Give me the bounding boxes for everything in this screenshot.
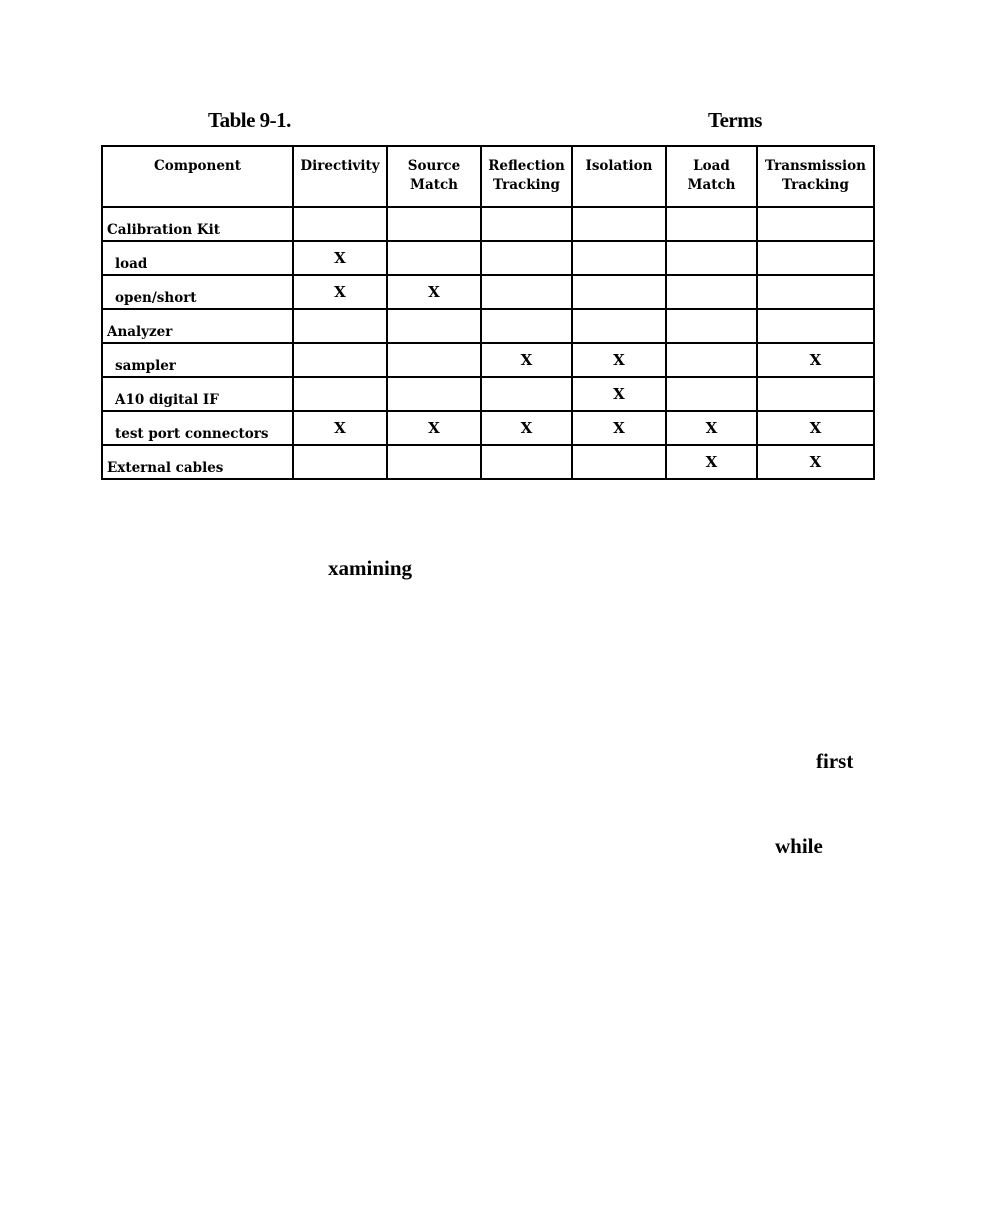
header-isolation: Isolation [572, 146, 666, 207]
cell: X [481, 343, 572, 377]
row-label: A10 digital IF [102, 377, 293, 411]
table-row [102, 309, 874, 343]
row-label: Analyzer [102, 309, 293, 343]
error-terms-table [101, 145, 875, 480]
table-row [102, 377, 874, 411]
cell: X [757, 411, 874, 445]
body-text-fragment: while [775, 834, 823, 858]
cell [481, 309, 572, 343]
cell [572, 445, 666, 479]
cell [387, 241, 481, 275]
cell: X [572, 411, 666, 445]
cell [387, 377, 481, 411]
cell: X [293, 241, 387, 275]
row-label: sampler [102, 343, 293, 377]
body-text-fragment: xamining [328, 556, 413, 580]
body-text-fragment: first [816, 749, 854, 773]
header-reflection-tracking: Reflection Tracking [481, 146, 572, 207]
table-row [102, 207, 874, 241]
header-load-match: Load Match [666, 146, 757, 207]
cell: X [387, 275, 481, 309]
cell [293, 343, 387, 377]
cell [757, 309, 874, 343]
row-label: load [102, 241, 293, 275]
cell [757, 377, 874, 411]
cell [572, 241, 666, 275]
row-label: test port connectors [102, 411, 293, 445]
cell [666, 309, 757, 343]
cell [387, 309, 481, 343]
cell: X [572, 377, 666, 411]
cell [757, 207, 874, 241]
cell [293, 377, 387, 411]
cell [293, 445, 387, 479]
header-transmission-tracking: Transmission Tracking [757, 146, 874, 207]
cell [481, 241, 572, 275]
cell [666, 275, 757, 309]
table-header-row [102, 146, 874, 207]
table-title-terms: Terms [708, 108, 762, 132]
table-title: Table 9-1. [208, 108, 291, 132]
cell: X [757, 343, 874, 377]
cell [666, 241, 757, 275]
cell [666, 377, 757, 411]
cell [387, 343, 481, 377]
header-directivity: Directivity [293, 146, 387, 207]
header-source-match: Source Match [387, 146, 481, 207]
cell [293, 309, 387, 343]
cell [757, 241, 874, 275]
row-label: Calibration Kit [102, 207, 293, 241]
header-component: Component [102, 146, 293, 207]
cell [481, 445, 572, 479]
cell [757, 275, 874, 309]
row-label: External cables [102, 445, 293, 479]
cell [572, 207, 666, 241]
cell [481, 275, 572, 309]
cell [572, 309, 666, 343]
table-row [102, 445, 874, 479]
cell: X [757, 445, 874, 479]
cell: X [293, 275, 387, 309]
cell [666, 343, 757, 377]
table-row [102, 275, 874, 309]
cell [481, 207, 572, 241]
cell [572, 275, 666, 309]
table-row [102, 411, 874, 445]
cell [481, 377, 572, 411]
cell [387, 207, 481, 241]
cell: X [387, 411, 481, 445]
cell: X [293, 411, 387, 445]
cell: X [666, 411, 757, 445]
cell [293, 207, 387, 241]
table-row [102, 241, 874, 275]
cell: X [481, 411, 572, 445]
cell: X [666, 445, 757, 479]
cell [666, 207, 757, 241]
cell: X [572, 343, 666, 377]
cell [387, 445, 481, 479]
table-row [102, 343, 874, 377]
row-label: open/short [102, 275, 293, 309]
